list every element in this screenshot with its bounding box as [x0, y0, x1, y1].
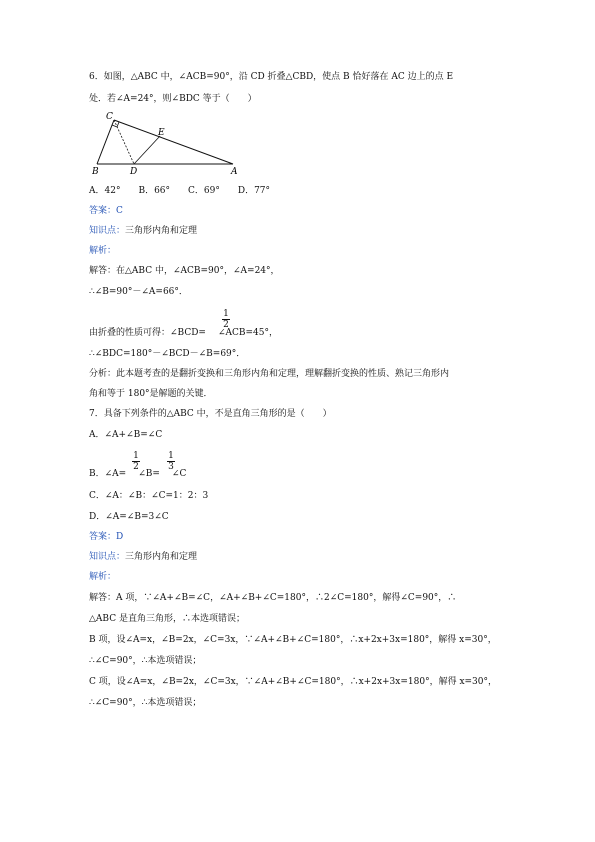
q6-stem-line2: 处．若∠A=24°，则∠BDC 等于（ ）: [89, 94, 257, 104]
q7-solution-3: B 项，设∠A=x，∠B=2x，∠C=3x，∵∠A+∠B+∠C=180°，∴x+2x+3x=180°，解得 x=30°，: [89, 635, 497, 645]
q6-stem-line1: 6．如图，△ABC 中，∠ACB=90°，沿 CD 折叠△CBD，使点 B 恰好落在 AC 边上的点 E: [89, 72, 454, 82]
q7-optb-mid: ∠B=: [138, 469, 160, 479]
label-B: B: [92, 167, 99, 177]
q7-solution-2: △ABC 是直角三角形，∴本选项错误；: [89, 614, 245, 624]
q6-comment-1: 分析：此本题考查的是翻折变换和三角形内角和定理，理解翻折变换的性质、熟记三角形内: [89, 369, 450, 379]
label-E: E: [158, 128, 165, 138]
q6-solution-3: [89, 327, 278, 339]
q6-answer: 答案：C: [89, 206, 123, 216]
q7-option-d: D．∠A=∠B=3∠C: [89, 512, 169, 522]
q7-knowledge-text: 三角形内角和定理: [125, 552, 198, 562]
q7-solution-4: ∴∠C=90°，∴本选项错误；: [89, 656, 202, 666]
q7-solution-1: 解答：A 项，∵∠A+∠B=∠C，∠A+∠B+∠C=180°，∴2∠C=180°，解得∠C=90°，∴: [89, 593, 457, 603]
q7-analysis-label: 解析：: [89, 572, 117, 582]
q7-stem: 7．具备下列条件的△ABC 中，不是直角三角形的是（ ）: [89, 409, 332, 419]
q6-solution-2: ∴∠B=90°－∠A=66°．: [89, 287, 188, 297]
frac-num: 1: [223, 309, 229, 319]
label-C: C: [106, 112, 113, 122]
q6-triangle-figure: [92, 108, 242, 178]
frac-den: 2: [223, 320, 229, 330]
q6-knowledge: 知识点：三角形内角和定理: [89, 226, 198, 236]
q6-options: A．42° B．66° C．69° D．77°: [89, 186, 271, 196]
q6-solution-4: ∴∠BDC=180°－∠BCD－∠B=69°．: [89, 349, 246, 359]
label-A: A: [231, 167, 238, 177]
q7-solution-6: ∴∠C=90°，∴本选项错误；: [89, 698, 202, 708]
q7-optb-suffix: ∠C: [171, 469, 187, 479]
q7-solution-5: C 项，设∠A=x，∠B=2x，∠C=3x，∵∠A+∠B+∠C=180°，∴x+2x+3x=180°，解得 x=30°，: [89, 677, 498, 687]
q6-solution-1: 解答：在△ABC 中，∠ACB=90°，∠A=24°，: [89, 266, 280, 276]
q7-option-c: C．∠A：∠B：∠C=1：2：3: [89, 491, 209, 501]
q6-analysis-label: 解析：: [89, 246, 117, 256]
q7-knowledge: 知识点：三角形内角和定理: [89, 552, 198, 562]
q6-comment-2: 角和等于 180°是解题的关键．: [89, 389, 213, 399]
q6-sol3-prefix: 由折叠的性质可得：∠BCD=: [89, 328, 206, 338]
q7-optb-prefix: B．∠A=: [89, 469, 127, 479]
q7-option-a: A．∠A+∠B=∠C: [89, 430, 163, 440]
label-D: D: [130, 167, 138, 177]
q6-sol3-suffix: ∠ACB=45°，: [217, 328, 279, 338]
q6-knowledge-text: 三角形内角和定理: [125, 226, 198, 236]
q7-answer: 答案：D: [89, 532, 124, 542]
